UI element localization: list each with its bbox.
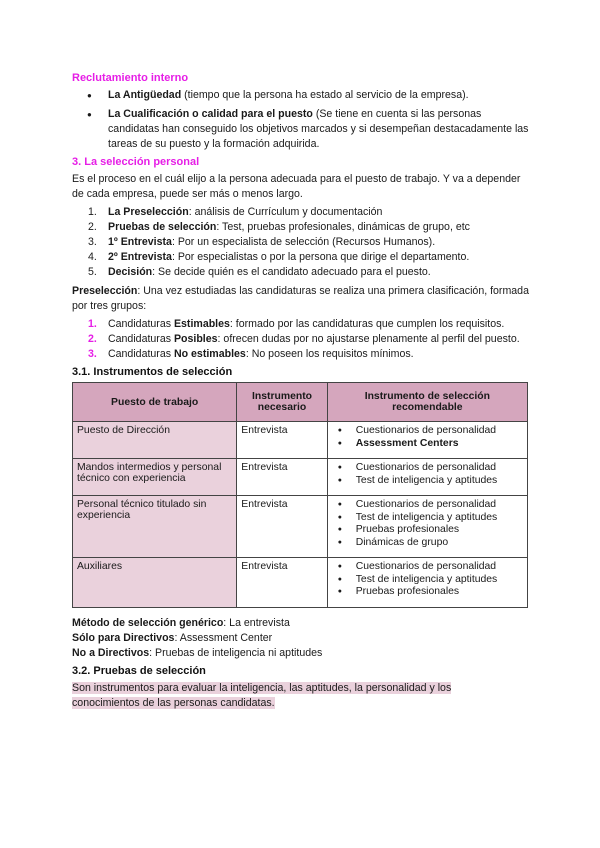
column-header: Instrumento necesario	[237, 383, 327, 422]
job-cell: Personal técnico titulado sin experiencia	[73, 496, 237, 558]
method-line: No a Directivos: Pruebas de inteligencia ni aptitudes	[72, 647, 323, 659]
list-item: ● Pruebas profesionales	[334, 524, 523, 537]
table-row	[73, 459, 528, 496]
method-line: Método de selección genérico: La entrevista	[72, 617, 290, 629]
list-item: ● Test de inteligencia y aptitudes	[334, 512, 523, 525]
needed-cell: Entrevista	[237, 558, 327, 608]
list-item: 2. Candidaturas Posibles: ofrecen dudas por no ajustarse plenamente al perfil del puesto.	[88, 333, 520, 345]
list-item: ● Pruebas profesionales	[334, 586, 523, 599]
recommended-cell	[327, 422, 527, 459]
list-item: ● Cuestionarios de personalidad	[334, 561, 523, 574]
list-item: ● Dinámicas de grupo	[334, 537, 523, 550]
list-item: 2. Pruebas de selección: Test, pruebas profesionales, dinámicas de grupo, etc	[88, 221, 470, 233]
selection-intro: Es el proceso en el cuál elijo a la persona adecuada para el puesto de trabajo. Y va a depender de cada empresa, puede ser más o menos largo.	[72, 173, 521, 200]
column-header: Puesto de trabajo	[73, 383, 237, 422]
list-item: ● Cuestionarios de personalidad	[334, 462, 523, 475]
needed-cell: Entrevista	[237, 496, 327, 558]
list-item: ● Cuestionarios de personalidad	[334, 499, 523, 512]
list-item: 5. Decisión: Se decide quién es el candidato adecuado para el puesto.	[88, 266, 431, 278]
job-cell: Puesto de Dirección	[73, 422, 237, 459]
methods-block	[72, 616, 532, 661]
job-cell: Auxiliares	[73, 558, 237, 608]
table-row	[73, 496, 528, 558]
list-item: ● Assessment Centers	[334, 438, 523, 451]
preselection-groups	[72, 317, 532, 362]
list-item: ● La Cualificación o calidad para el puesto (Se tiene en cuenta si las personas candidatas han conseguido los objetivos marcados y si desempeñan destacadamente las tareas de su puesto y la formación adquirida.	[72, 107, 532, 152]
list-item: ● Cuestionarios de personalidad	[334, 425, 523, 438]
recommended-cell	[327, 496, 527, 558]
table-row	[73, 422, 528, 459]
table-header-row	[73, 383, 528, 422]
tests-heading: 3.2. Pruebas de selección	[72, 665, 206, 677]
recruitment-heading: Reclutamiento interno	[72, 72, 189, 84]
list-item: 1. Candidaturas Estimables: formado por las candidaturas que cumplen los requisitos.	[88, 318, 505, 330]
tests-paragraph: Son instrumentos para evaluar la inteligencia, las aptitudes, la personalidad y los conocimientos de las personas candidatas.	[72, 682, 452, 709]
list-item: 3. 1º Entrevista: Por un especialista de selección (Recursos Humanos).	[88, 236, 436, 248]
list-item: 1. La Preselección: análisis de Currículum y documentación	[88, 206, 383, 218]
list-item: 4. 2º Entrevista: Por especialistas o por la persona que dirige el departamento.	[88, 251, 470, 263]
recommended-cell	[327, 459, 527, 496]
list-item: ● Test de inteligencia y aptitudes	[334, 574, 523, 587]
recruitment-list	[72, 88, 532, 152]
preselection-paragraph: Preselección: Una vez estudiadas las candidaturas se realiza una primera clasificación, formada por tres grupos:	[72, 285, 529, 312]
method-line: Sólo para Directivos: Assessment Center	[72, 632, 273, 644]
table-row	[73, 558, 528, 608]
selection-heading: 3. La selección personal	[72, 156, 200, 168]
list-item: ● La Antigüedad (tiempo que la persona ha estado al servicio de la empresa).	[72, 88, 532, 103]
instruments-heading: 3.1. Instrumentos de selección	[72, 366, 233, 378]
document-page	[72, 68, 532, 711]
needed-cell: Entrevista	[237, 422, 327, 459]
instruments-table	[72, 382, 528, 608]
selection-steps	[72, 205, 532, 280]
list-item: ● Test de inteligencia y aptitudes	[334, 475, 523, 488]
needed-cell: Entrevista	[237, 459, 327, 496]
recommended-cell	[327, 558, 527, 608]
column-header: Instrumento de selección recomendable	[327, 383, 527, 422]
list-item: 3. Candidaturas No estimables: No poseen los requisitos mínimos.	[88, 348, 414, 360]
job-cell: Mandos intermedios y personal técnico con experiencia	[73, 459, 237, 496]
